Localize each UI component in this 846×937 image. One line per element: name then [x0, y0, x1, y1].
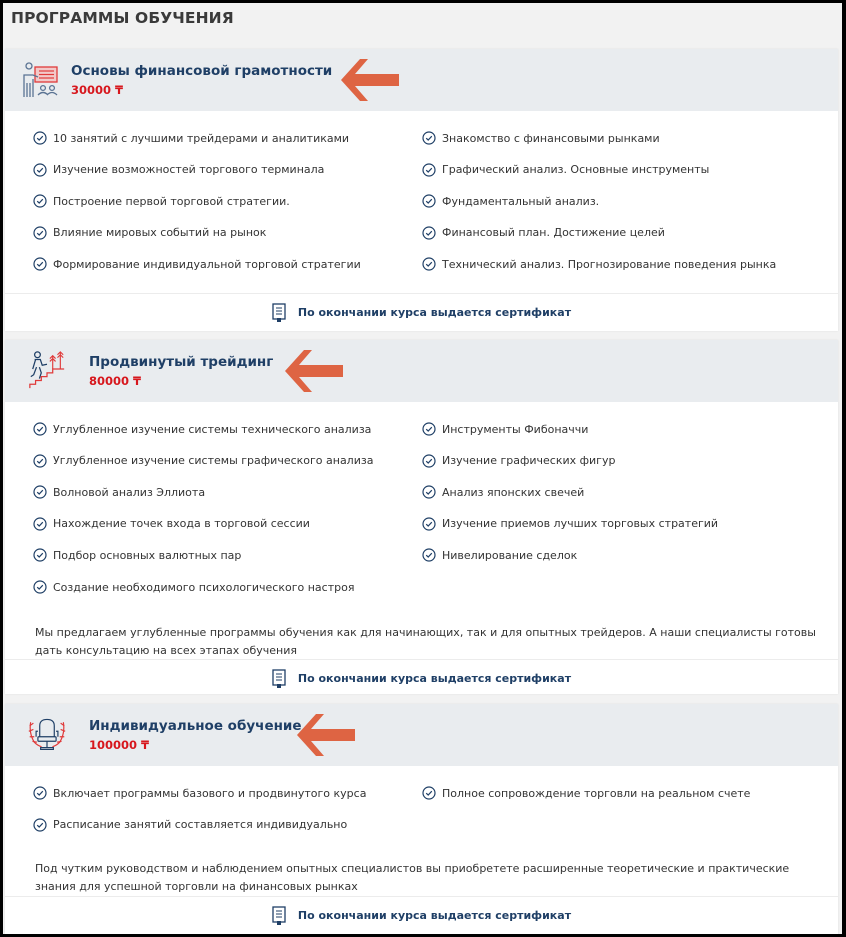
feature-text: Фундаментальный анализ. [442, 194, 600, 208]
feature-text: Создание необходимого психологического настроя [53, 580, 355, 594]
feature-item [422, 419, 588, 439]
program-price: 100000 ₸ [89, 738, 150, 752]
feature-text: Изучение графических фигур [442, 454, 616, 468]
feature-text: Нивелирование сделок [442, 548, 578, 562]
feature-item [33, 783, 366, 803]
check-circle-icon [33, 422, 47, 436]
feature-text: Расписание занятий составляется индивидуально [53, 818, 348, 832]
certificate-text: По окончании курса выдается сертификат [297, 306, 572, 319]
program-header [5, 704, 838, 766]
career-stairs-icon [27, 350, 67, 390]
feature-text: Углубленное изучение системы графического анализа [53, 454, 374, 468]
feature-item [422, 254, 776, 274]
feature-text: 10 занятий с лучшими трейдерами и аналитиками [53, 131, 350, 145]
certificate-text: По окончании курса выдается сертификат [297, 672, 572, 685]
check-circle-icon [33, 454, 47, 468]
feature-text: Формирование индивидуальной торговой стратегии [53, 257, 361, 271]
feature-item [33, 160, 324, 180]
feature-text: Знакомство с финансовыми рынками [442, 131, 660, 145]
arrow-left-icon [297, 714, 355, 756]
check-circle-icon [422, 485, 436, 499]
check-circle-icon [422, 786, 436, 800]
check-circle-icon [33, 485, 47, 499]
presentation-icon [21, 61, 61, 101]
program-header [5, 340, 838, 402]
certificate-note [5, 896, 838, 934]
feature-item [422, 514, 718, 534]
check-circle-icon [33, 194, 47, 208]
feature-item [33, 577, 354, 597]
check-circle-icon [33, 548, 47, 562]
feature-text: Изучение приемов лучших торговых стратегий [442, 517, 719, 531]
program-price: 30000 ₸ [71, 83, 124, 97]
check-circle-icon [422, 194, 436, 208]
arrow-left-icon [285, 350, 343, 392]
feature-item [422, 482, 584, 502]
programs-page [3, 3, 842, 934]
feature-item [422, 545, 577, 565]
program-description: Под чутким руководством и наблюдением опытных специалистов вы приобретете расширенные теоретические и практические знания для успешной торговли на финансовых рынках [35, 862, 790, 893]
program-title: Основы финансовой грамотности [71, 63, 333, 79]
feature-item [33, 191, 290, 211]
check-circle-icon [33, 517, 47, 531]
feature-item [33, 815, 347, 835]
program-header [5, 49, 838, 111]
feature-text: Построение первой торговой стратегии. [53, 194, 290, 208]
feature-item [33, 223, 266, 243]
feature-text: Изучение возможностей торгового терминала [53, 163, 325, 177]
check-circle-icon [422, 517, 436, 531]
certificate-icon [272, 669, 286, 689]
feature-text: Инструменты Фибоначчи [442, 422, 589, 436]
check-circle-icon [33, 257, 47, 271]
feature-text: Анализ японских свечей [442, 485, 585, 499]
check-circle-icon [33, 226, 47, 240]
check-circle-icon [422, 548, 436, 562]
program-title: Индивидуальное обучение [89, 718, 302, 734]
feature-item [33, 514, 310, 534]
feature-text: Нахождение точек входа в торговой сессии [53, 517, 310, 531]
program-card-basics [5, 49, 838, 331]
page-title: ПРОГРАММЫ ОБУЧЕНИЯ [11, 9, 234, 27]
feature-item [422, 160, 709, 180]
certificate-icon [272, 906, 286, 926]
check-circle-icon [33, 818, 47, 832]
check-circle-icon [422, 163, 436, 177]
check-circle-icon [422, 226, 436, 240]
feature-item [33, 545, 241, 565]
certificate-icon [272, 303, 286, 323]
check-circle-icon [422, 131, 436, 145]
feature-item [33, 419, 371, 439]
chair-laurel-icon [27, 714, 67, 754]
feature-item [33, 451, 373, 471]
feature-text: Включает программы базового и продвинутого курса [53, 786, 367, 800]
check-circle-icon [422, 422, 436, 436]
certificate-note [5, 293, 838, 331]
feature-item [422, 783, 750, 803]
certificate-text: По окончании курса выдается сертификат [297, 909, 572, 922]
feature-text: Подбор основных валютных пар [53, 548, 242, 562]
program-price: 80000 ₸ [89, 374, 142, 388]
feature-item [422, 223, 665, 243]
feature-text: Технический анализ. Прогнозирование поведения рынка [442, 257, 777, 271]
check-circle-icon [33, 786, 47, 800]
program-description: Мы предлагаем углубленные программы обучения как для начинающих, так и для опытных трейдеров. А наши специалисты готовы дать консультацию на всех этапах обучения [35, 626, 816, 657]
feature-item [33, 128, 349, 148]
feature-item [33, 254, 361, 274]
feature-item [422, 128, 660, 148]
feature-text: Влияние мировых событий на рынок [53, 226, 267, 240]
check-circle-icon [422, 257, 436, 271]
feature-text: Финансовый план. Достижение целей [442, 226, 665, 240]
feature-text: Графический анализ. Основные инструменты [442, 163, 710, 177]
feature-text: Полное сопровождение торговли на реальном счете [442, 786, 751, 800]
check-circle-icon [422, 454, 436, 468]
certificate-note [5, 659, 838, 697]
feature-item [33, 482, 205, 502]
arrow-left-icon [341, 59, 399, 101]
feature-text: Углубленное изучение системы технического анализа [53, 422, 372, 436]
check-circle-icon [33, 131, 47, 145]
feature-item [422, 191, 599, 211]
program-card-advanced [5, 340, 838, 694]
program-card-individual [5, 704, 838, 934]
feature-item [422, 451, 615, 471]
check-circle-icon [33, 580, 47, 594]
program-title: Продвинутый трейдинг [89, 354, 274, 370]
feature-text: Волновой анализ Эллиота [53, 485, 206, 499]
check-circle-icon [33, 163, 47, 177]
